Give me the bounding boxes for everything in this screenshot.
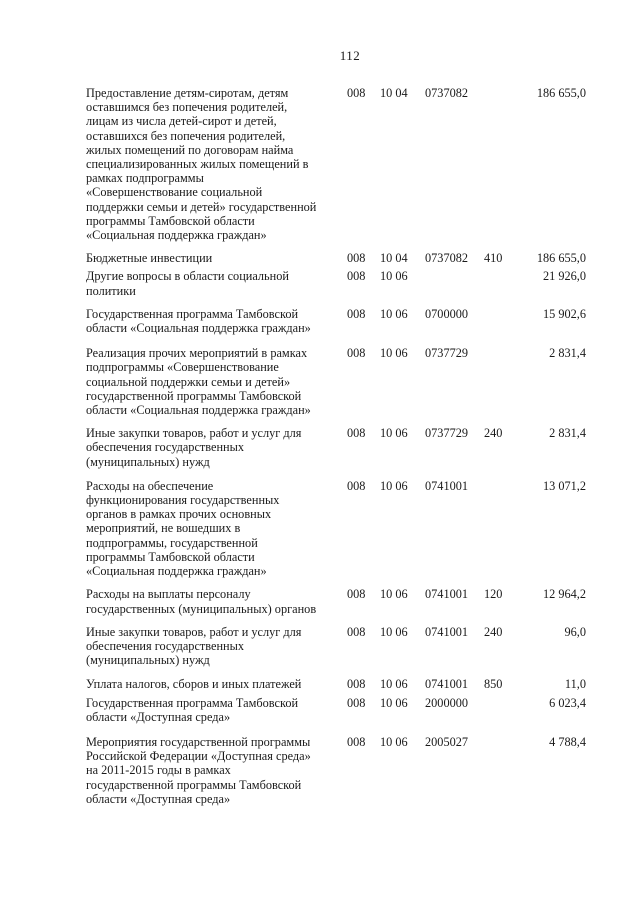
expense-type-code: 240 xyxy=(484,624,503,639)
expense-type-code: 120 xyxy=(484,587,503,602)
amount: 21 926,0 xyxy=(542,269,586,284)
target-article-code: 0700000 xyxy=(425,306,469,321)
target-article-code: 0737729 xyxy=(425,346,469,361)
target-article-code: 0737729 xyxy=(425,426,469,441)
ministry-code: 008 xyxy=(347,346,366,361)
expense-type-code: 410 xyxy=(484,251,503,266)
row-description: Государственная программа Тамбовской области «Доступная среда» xyxy=(86,695,299,724)
table-row xyxy=(86,587,586,615)
amount: 2 831,4 xyxy=(549,426,586,441)
row-description: Государственная программа Тамбовской области «Социальная поддержка граждан» xyxy=(86,306,311,336)
target-article-code: 0741001 xyxy=(425,478,469,493)
amount: 12 964,2 xyxy=(542,587,586,602)
row-description: Другие вопросы в области социальной политики xyxy=(86,269,289,298)
row-description: Бюджетные инвестиции xyxy=(86,251,213,266)
ministry-code: 008 xyxy=(347,86,366,100)
target-article-code: 0741001 xyxy=(425,624,469,639)
row-description: Реализация прочих мероприятий в рамках подпрограммы «Совершенствование социальной поддержки семьи и детей» государственной программы Тамбовской области «Социальная поддержка граждан» xyxy=(86,346,311,418)
section-code: 10 06 xyxy=(380,624,408,639)
ministry-code: 008 xyxy=(347,677,366,692)
amount: 6 023,4 xyxy=(549,695,586,710)
row-description: Предоставление детям-сиротам, детям оставшимся без попечения родителей, лицам из числа детей-сирот и детей, оставшихся без попечения родителей, жилых помещений по договорам найма специализированных жилых помещений в рамках подпрограммы «Совершенствование социальной поддержки семьи и детей» государственной программы Тамбовской области «Социальная поддержка граждан» xyxy=(86,86,317,243)
amount: 96,0 xyxy=(564,624,586,639)
table-row xyxy=(86,426,586,469)
row-description: Расходы на выплаты персоналу государственных (муниципальных) органов xyxy=(86,587,317,616)
amount: 4 788,4 xyxy=(549,734,586,749)
amount: 2 831,4 xyxy=(549,346,586,361)
target-article-code: 2000000 xyxy=(425,695,469,710)
amount: 13 071,2 xyxy=(542,478,586,493)
budget-table xyxy=(86,86,586,806)
section-code: 10 06 xyxy=(380,346,408,361)
target-article-code: 0741001 xyxy=(425,587,469,602)
page-number: 112 xyxy=(339,48,361,63)
expense-type-code: 850 xyxy=(484,677,503,692)
target-article-code: 2005027 xyxy=(425,734,469,749)
ministry-code: 008 xyxy=(347,734,366,749)
table-row xyxy=(86,677,586,691)
row-description: Иные закупки товаров, работ и услуг для обеспечения государственных (муниципальных) нужд xyxy=(86,624,302,668)
row-description: Мероприятия государственной программы Российской Федерации «Доступная среда» на 2011-2015 годы в рамках государственной программы Тамбовской области «Доступная среда» xyxy=(86,734,311,806)
amount: 186 655,0 xyxy=(536,251,586,266)
amount: 15 902,6 xyxy=(542,306,586,321)
table-row xyxy=(86,735,586,806)
table-row xyxy=(86,269,586,297)
target-article-code: 0741001 xyxy=(425,677,469,692)
row-description: Уплата налогов, сборов и иных платежей xyxy=(86,677,302,692)
section-code: 10 06 xyxy=(380,306,408,321)
section-code: 10 04 xyxy=(380,251,408,266)
table-row xyxy=(86,251,586,265)
table-row xyxy=(86,625,586,668)
amount: 11,0 xyxy=(564,677,586,692)
target-article-code: 0737082 xyxy=(425,86,469,100)
ministry-code: 008 xyxy=(347,251,366,266)
table-row xyxy=(86,346,586,417)
amount: 186 655,0 xyxy=(536,86,586,100)
table-row xyxy=(86,86,586,242)
ministry-code: 008 xyxy=(347,587,366,602)
row-description: Расходы на обеспечение функционирования государственных органов в рамках прочих основных мероприятий, не вошедших в подпрограммы, государственной программы Тамбовской области «Социальная поддержка граждан» xyxy=(86,478,280,579)
section-code: 10 06 xyxy=(380,426,408,441)
table-row xyxy=(86,479,586,578)
ministry-code: 008 xyxy=(347,269,366,284)
section-code: 10 06 xyxy=(380,677,408,692)
ministry-code: 008 xyxy=(347,426,366,441)
expense-type-code: 240 xyxy=(484,426,503,441)
ministry-code: 008 xyxy=(347,695,366,710)
table-row xyxy=(86,696,586,724)
target-article-code: 0737082 xyxy=(425,251,469,266)
table-row xyxy=(86,307,586,335)
section-code: 10 06 xyxy=(380,587,408,602)
ministry-code: 008 xyxy=(347,624,366,639)
ministry-code: 008 xyxy=(347,306,366,321)
row-description: Иные закупки товаров, работ и услуг для обеспечения государственных (муниципальных) нужд xyxy=(86,426,302,469)
ministry-code: 008 xyxy=(347,478,366,493)
section-code: 10 06 xyxy=(380,478,408,493)
section-code: 10 06 xyxy=(380,695,408,710)
section-code: 10 04 xyxy=(380,86,408,100)
section-code: 10 06 xyxy=(380,269,408,284)
section-code: 10 06 xyxy=(380,734,408,749)
